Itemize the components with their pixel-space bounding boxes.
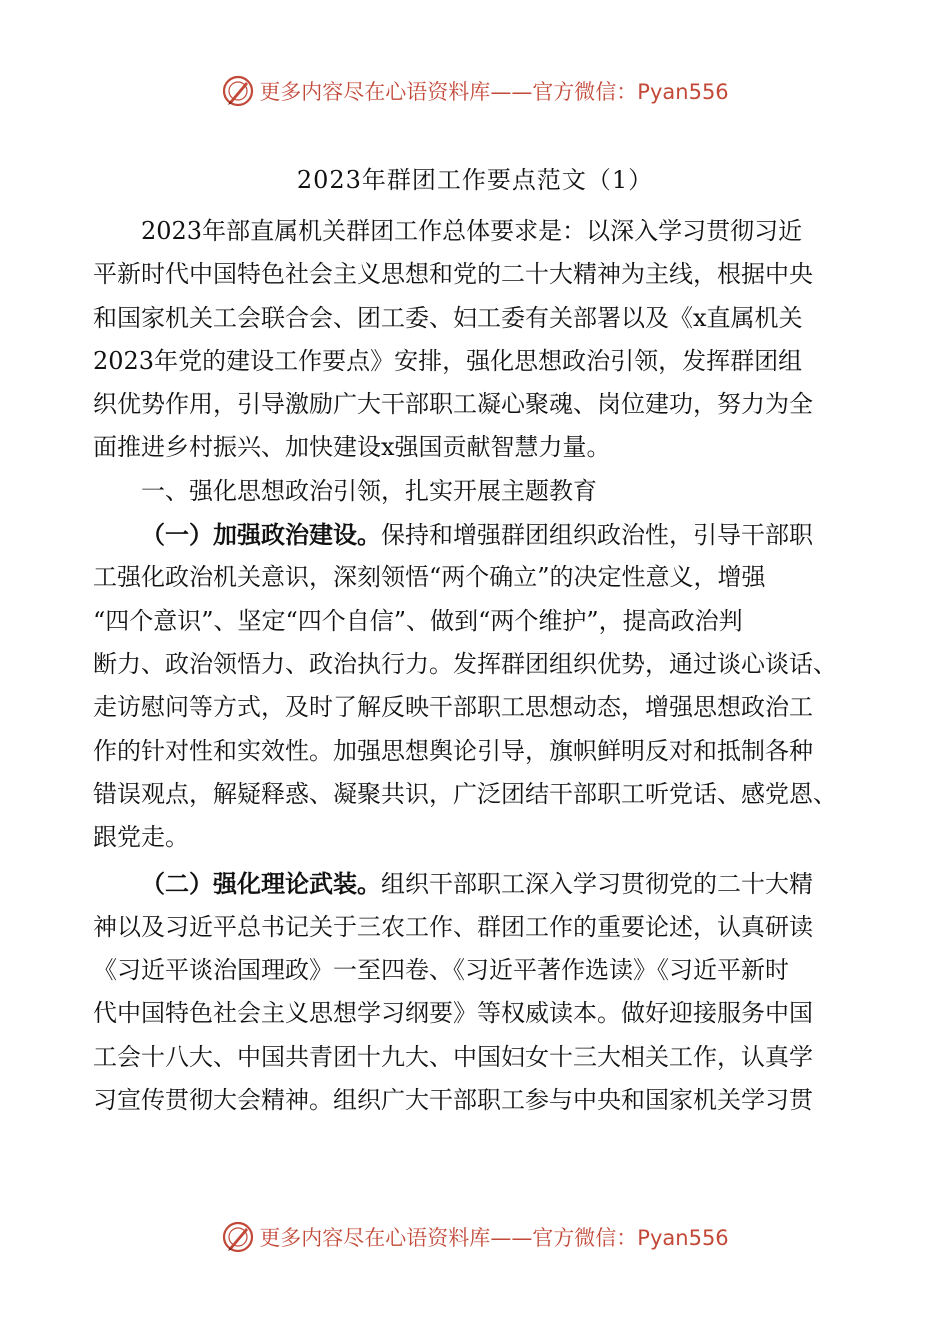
text-line: 工会十八大、中国共青团十九大、中国妇女十三大相关工作，认真学	[93, 1042, 813, 1071]
text-line: 错误观点，解疑释惑、凝聚共识，广泛团结干部职工听党话、感党恩、	[93, 779, 837, 808]
watermark-banner-bottom	[0, 1212, 950, 1262]
watermark-text: 更多内容尽在心语资料库——官方微信：Pyan556	[259, 1226, 729, 1250]
text-line: 神以及习近平总书记关于三农工作、群团工作的重要论述，认真研读	[93, 912, 813, 941]
text-line: 2023年党的建设工作要点》安排，强化思想政治引领，发挥群团组	[93, 346, 803, 375]
text-line: 面推进乡村振兴、加快建设x强国贡献智慧力量。	[93, 433, 611, 462]
pen-logo-icon	[221, 1220, 255, 1254]
watermark-banner-top	[0, 66, 950, 116]
watermark-text: 更多内容尽在心语资料库——官方微信：Pyan556	[259, 80, 729, 104]
text-line: 和国家机关工会联合会、团工委、妇工委有关部署以及《x直属机关	[93, 303, 803, 332]
paragraph-political-building	[93, 513, 863, 859]
text-line: 工强化政治机关意识，深刻领悟“两个确立”的决定性意义，增强	[93, 563, 766, 592]
pen-logo-icon	[221, 74, 255, 108]
text-line: 习宣传贯彻大会精神。组织广大干部职工参与中央和国家机关学习贯	[93, 1085, 813, 1114]
text-line: 织优势作用，引导激励广大干部职工凝心聚魂、岗位建功，努力为全	[93, 390, 813, 419]
text-line: 2023年部直属机关群团工作总体要求是：以深入学习贯彻习近	[141, 217, 803, 245]
section-heading	[93, 470, 863, 513]
text-line: （二）强化理论武装。组织干部职工深入学习贯彻党的二十大精	[141, 869, 813, 899]
text-line: 走访慰问等方式，及时了解反映干部职工思想动态，增强思想政治工	[93, 693, 813, 722]
document-title: 2023年群团工作要点范文（1）	[296, 166, 654, 194]
text-line: 一、强化思想政治引领，扎实开展主题教育	[141, 476, 597, 505]
paragraph-intro	[93, 210, 863, 470]
paragraph-lead: （二）强化理论武装。	[141, 869, 381, 899]
text-line: “四个意识”、坚定“四个自信”、做到“两个维护”，提高政治判	[93, 606, 743, 635]
document-body	[93, 210, 863, 1122]
text-line: 跟党走。	[93, 823, 189, 852]
text-line: 作的针对性和实效性。加强思想舆论引导，旗帜鲜明反对和抵制各种	[93, 736, 813, 765]
paragraph-lead: （一）加强政治建设。	[141, 520, 381, 550]
text-line: 断力、政治领悟力、政治执行力。发挥群团组织优势，通过谈心谈话、	[93, 649, 837, 678]
paragraph-theory-arming	[93, 862, 863, 1122]
text-line: 平新时代中国特色社会主义思想和党的二十大精神为主线，根据中央	[93, 260, 813, 289]
text-line: （一）加强政治建设。保持和增强群团组织政治性，引导干部职	[141, 520, 813, 550]
text-line: 《习近平谈治国理政》一至四卷、《习近平著作选读》《习近平新时	[93, 956, 789, 985]
text-line: 代中国特色社会主义思想学习纲要》等权威读本。做好迎接服务中国	[93, 999, 813, 1028]
